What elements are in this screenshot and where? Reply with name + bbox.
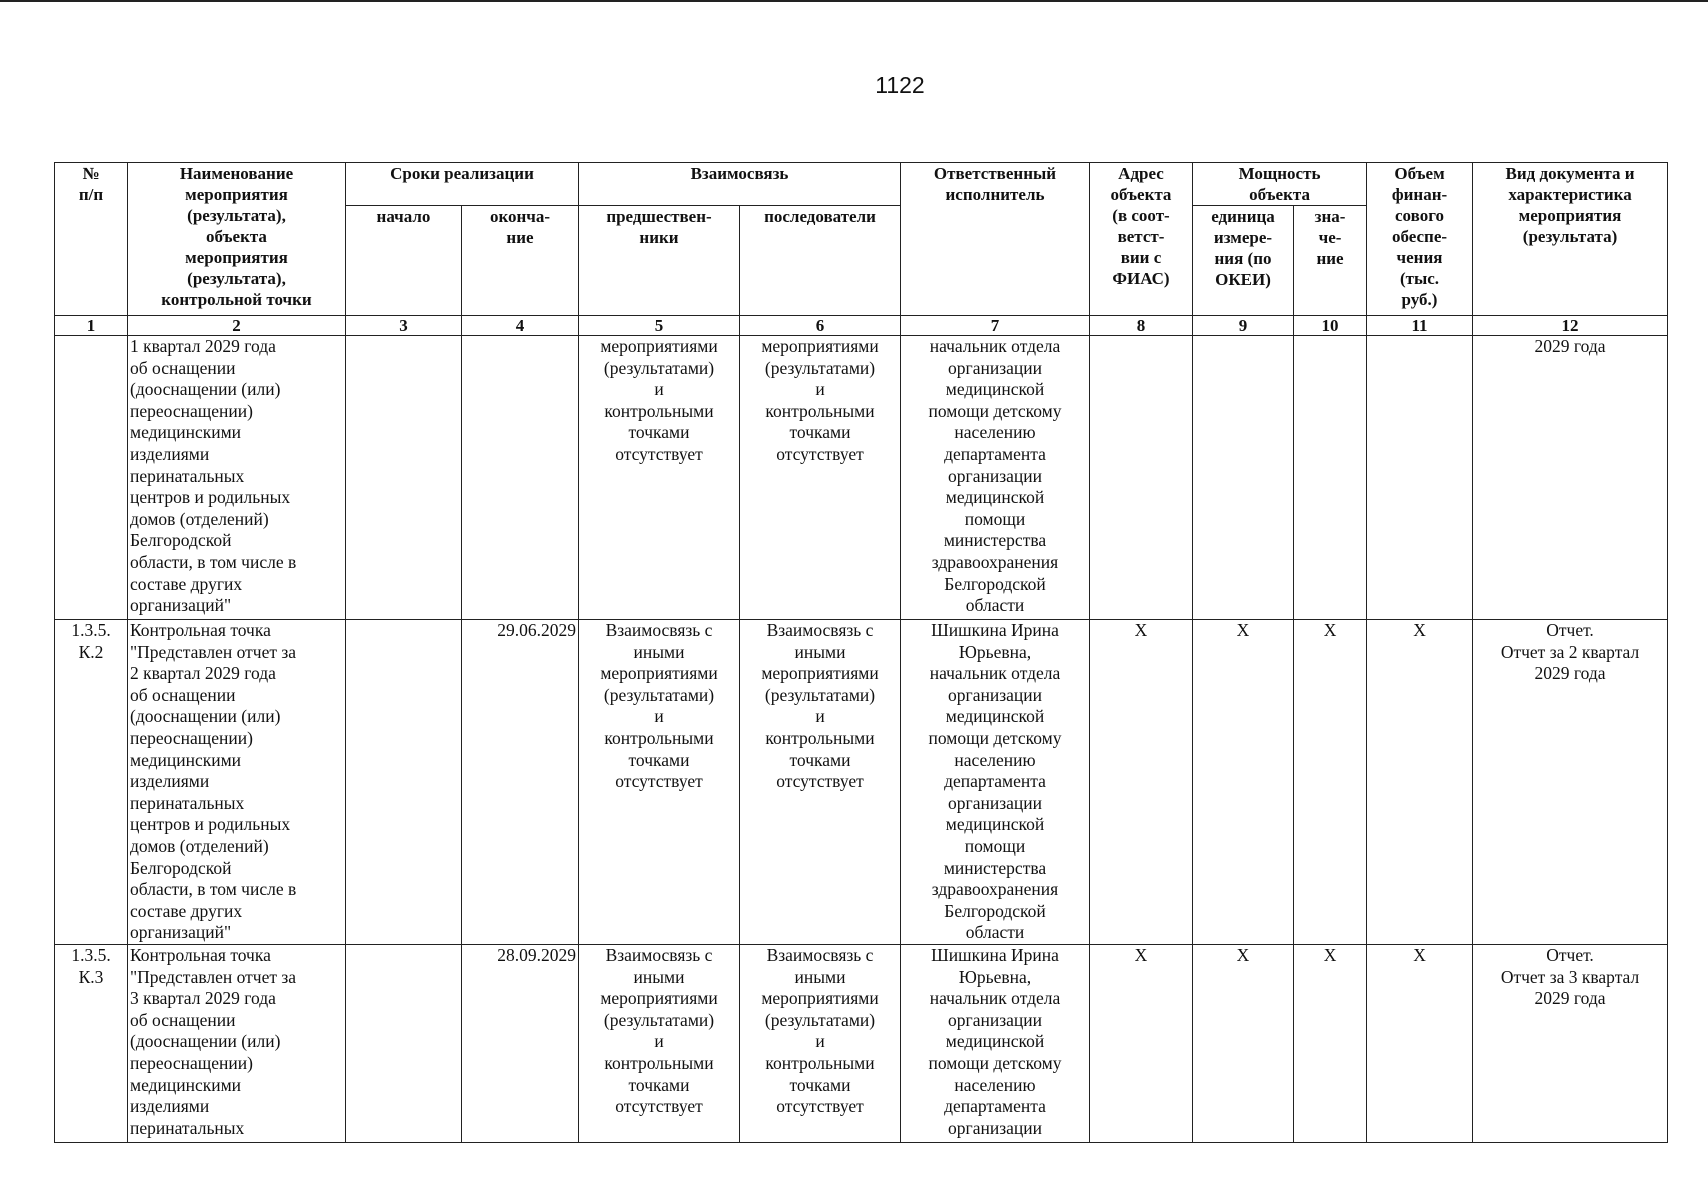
header-number: № п/п: [55, 163, 128, 316]
row-responsible: Шишкина Ирина Юрьевна, начальник отдела организации медицинской помощи детскому населению департамента организации медицинской помощи министерства здравоохранения Белгородской области: [901, 620, 1090, 945]
row-end: 28.09.2029: [462, 945, 579, 1143]
column-number: 9: [1193, 316, 1294, 336]
header-funding: Объем финан- сового обеспе- чения (тыс. руб.): [1367, 163, 1473, 316]
header-unit: единица измере- ния (по ОКЕИ): [1193, 206, 1294, 316]
header-responsible: Ответственный исполнитель: [901, 163, 1090, 316]
header-name: Наименование мероприятия (результата), объекта мероприятия (результата), контрольной точки: [128, 163, 346, 316]
row-funding: X: [1367, 945, 1473, 1143]
column-number: 2: [128, 316, 346, 336]
row-document: 2029 года: [1473, 336, 1668, 620]
row-successors: мероприятиями (результатами) и контрольными точками отсутствует: [740, 336, 901, 620]
row-predecessors: мероприятиями (результатами) и контрольными точками отсутствует: [579, 336, 740, 620]
column-number: 6: [740, 316, 901, 336]
row-value: [1294, 336, 1367, 620]
row-funding: X: [1367, 620, 1473, 945]
header-end: оконча- ние: [462, 206, 579, 316]
header-document: Вид документа и характеристика мероприятия (результата): [1473, 163, 1668, 316]
row-number: 1.3.5. К.3: [55, 945, 128, 1143]
table-header: [55, 163, 1668, 336]
column-number: 7: [901, 316, 1090, 336]
row-name: Контрольная точка "Представлен отчет за 2 квартал 2029 года об оснащении (дооснащении (или) переоснащении) медицинскими изделиями перинатальных центров и родильных домов (отделений) Белгородской области, в том числе в составе других организаций": [128, 620, 346, 945]
row-funding: [1367, 336, 1473, 620]
row-document: Отчет. Отчет за 2 квартал 2029 года: [1473, 620, 1668, 945]
row-name: Контрольная точка "Представлен отчет за 3 квартал 2029 года об оснащении (дооснащении (или) переоснащении) медицинскими изделиями перинатальных: [128, 945, 346, 1143]
row-predecessors: Взаимосвязь с иными мероприятиями (результатами) и контрольными точками отсутствует: [579, 620, 740, 945]
column-number: 12: [1473, 316, 1668, 336]
page-number: 1122: [875, 72, 925, 98]
table-row: [55, 336, 1668, 620]
row-responsible: начальник отдела организации медицинской помощи детскому населению департамента организации медицинской помощи министерства здравоохранения Белгородской области: [901, 336, 1090, 620]
row-predecessors: Взаимосвязь с иными мероприятиями (результатами) и контрольными точками отсутствует: [579, 945, 740, 1143]
row-number: 1.3.5. К.2: [55, 620, 128, 945]
row-start: [346, 945, 462, 1143]
row-responsible: Шишкина Ирина Юрьевна, начальник отдела организации медицинской помощи детскому населению департамента организации: [901, 945, 1090, 1143]
row-value: X: [1294, 945, 1367, 1143]
row-address: [1090, 336, 1193, 620]
header-successors: последователи: [740, 206, 901, 316]
column-number: 10: [1294, 316, 1367, 336]
row-start: [346, 620, 462, 945]
header-capacity: Мощность объекта: [1193, 163, 1367, 206]
row-address: X: [1090, 945, 1193, 1143]
column-number-row: [55, 316, 1668, 336]
column-number: 8: [1090, 316, 1193, 336]
header-relation: Взаимосвязь: [579, 163, 901, 206]
column-number: 5: [579, 316, 740, 336]
row-successors: Взаимосвязь с иными мероприятиями (результатами) и контрольными точками отсутствует: [740, 945, 901, 1143]
header-address: Адрес объекта (в соот- ветст- вии с ФИАС): [1090, 163, 1193, 316]
row-name: 1 квартал 2029 года об оснащении (дооснащении (или) переоснащении) медицинскими изделиями перинатальных центров и родильных домов (отделений) Белгородской области, в том числе в составе других организаций": [128, 336, 346, 620]
column-number: 4: [462, 316, 579, 336]
header-predecessors: предшествен- ники: [579, 206, 740, 316]
top-rule: [0, 0, 1708, 2]
row-end: [462, 336, 579, 620]
row-address: X: [1090, 620, 1193, 945]
header-terms: Сроки реализации: [346, 163, 579, 206]
column-number: 1: [55, 316, 128, 336]
header-value: зна- че- ние: [1294, 206, 1367, 316]
table-row: [55, 945, 1668, 1143]
row-end: 29.06.2029: [462, 620, 579, 945]
row-number: [55, 336, 128, 620]
header-start: начало: [346, 206, 462, 316]
plan-table: [54, 162, 1668, 1143]
row-unit: [1193, 336, 1294, 620]
row-successors: Взаимосвязь с иными мероприятиями (результатами) и контрольными точками отсутствует: [740, 620, 901, 945]
row-unit: X: [1193, 620, 1294, 945]
row-start: [346, 336, 462, 620]
column-number: 3: [346, 316, 462, 336]
row-value: X: [1294, 620, 1367, 945]
row-unit: X: [1193, 945, 1294, 1143]
row-document: Отчет. Отчет за 3 квартал 2029 года: [1473, 945, 1668, 1143]
table-row: [55, 620, 1668, 945]
column-number: 11: [1367, 316, 1473, 336]
